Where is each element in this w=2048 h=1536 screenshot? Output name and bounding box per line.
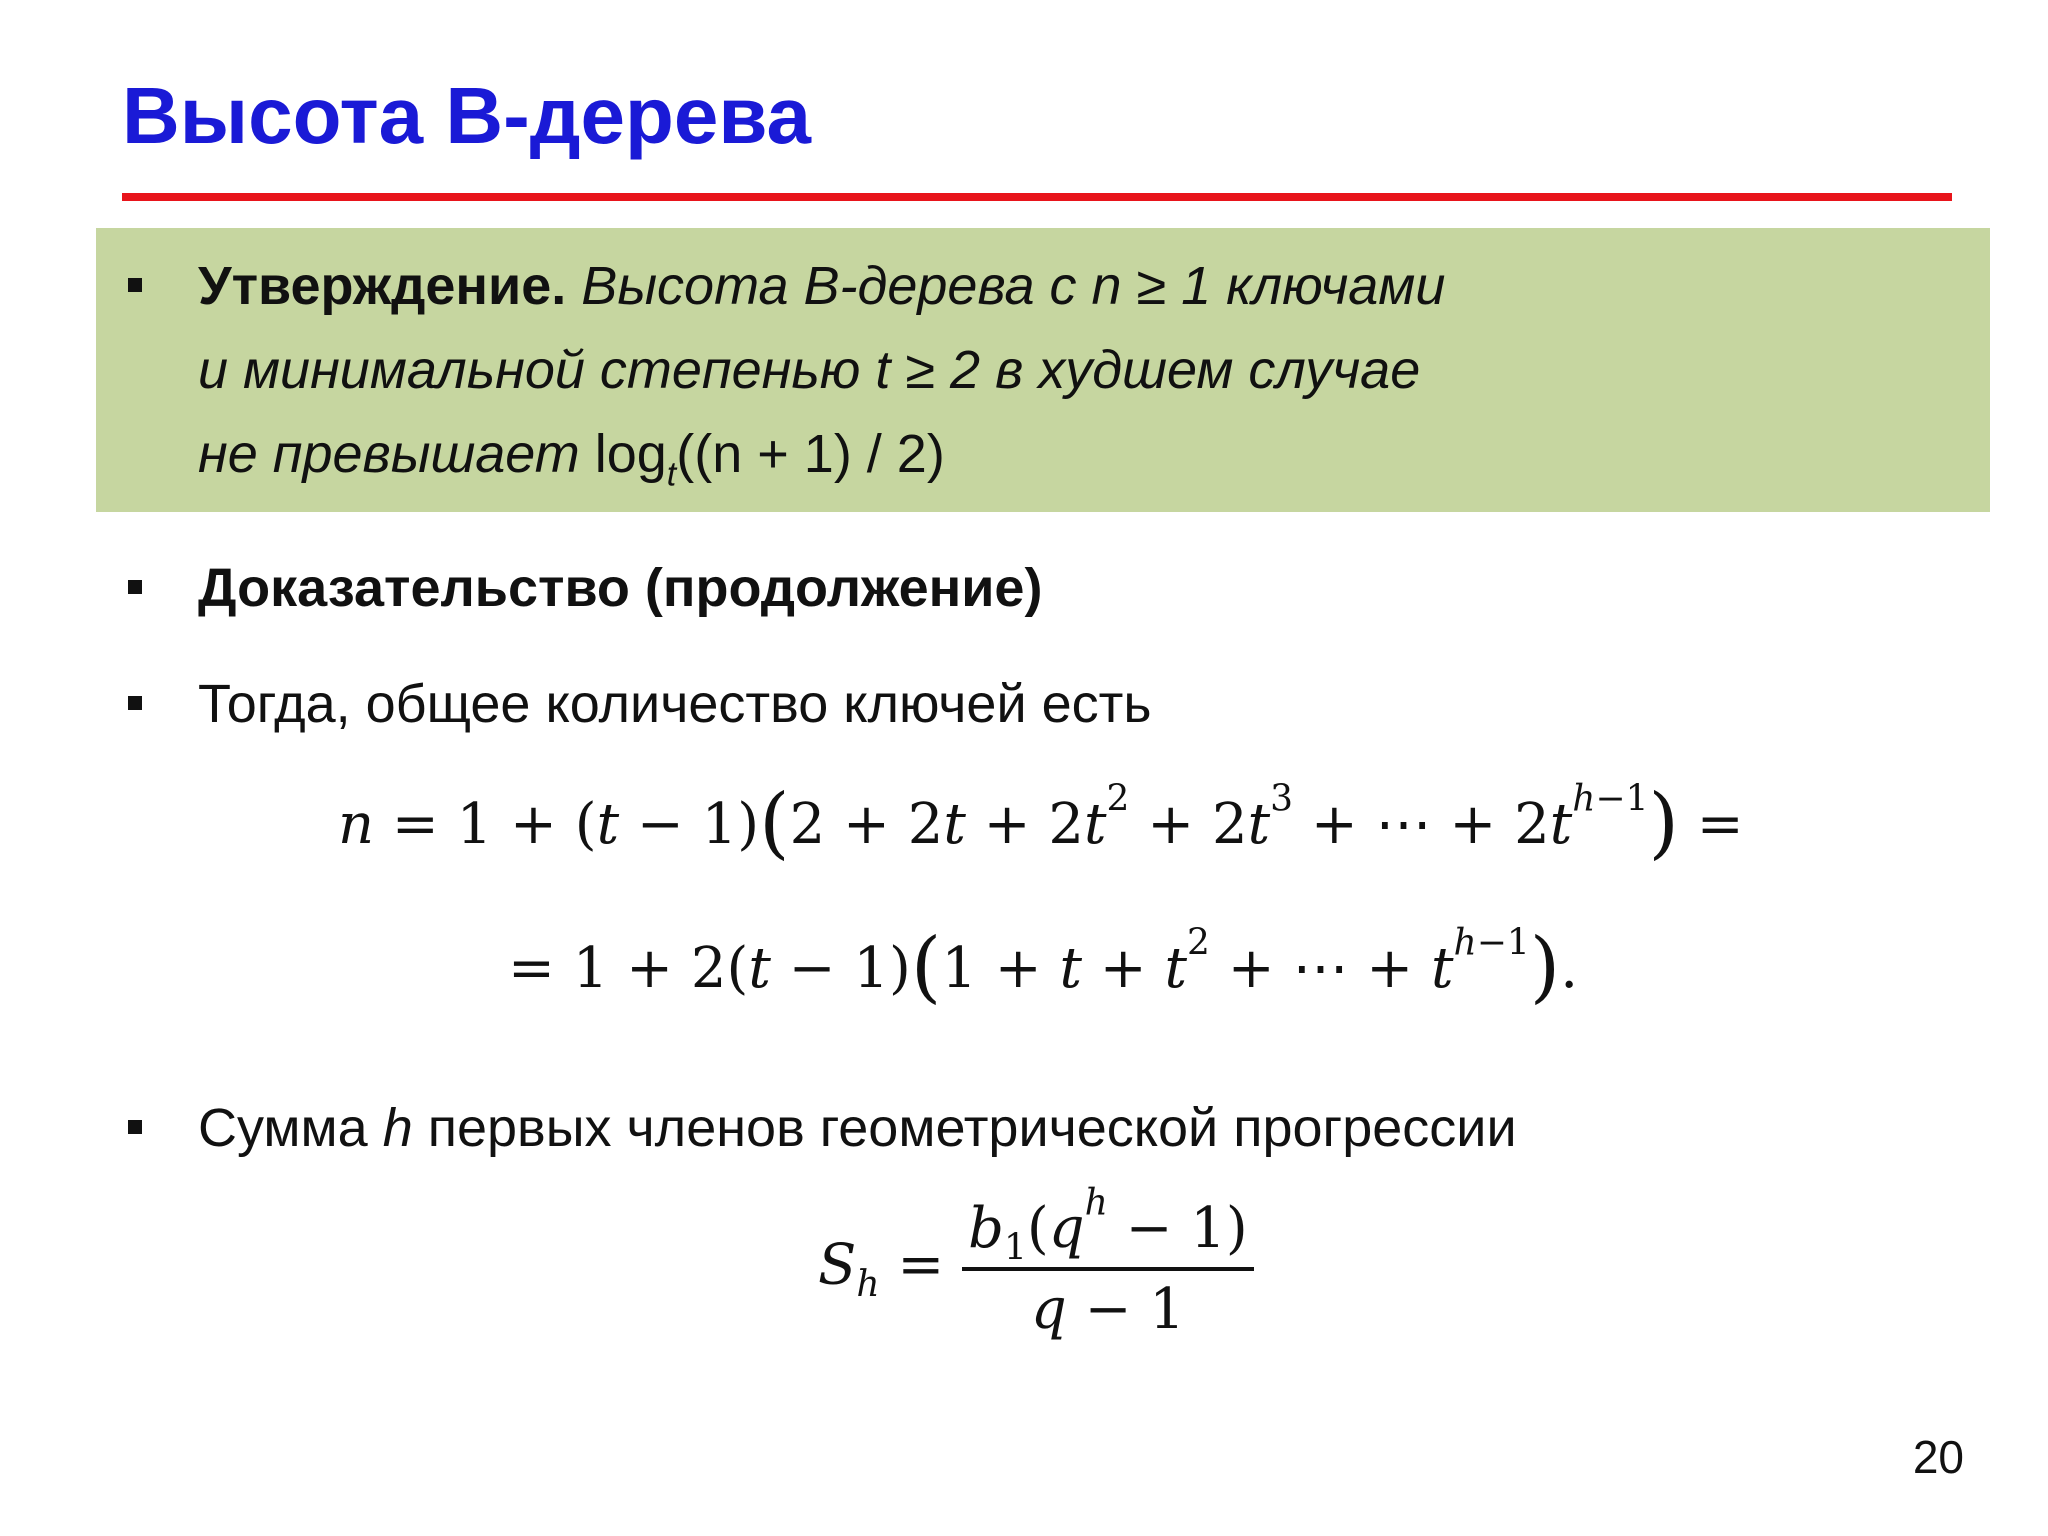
formula-geometric-sum: $S_h$ = $\frac{b_1(q^h - 1)}{q - 1}$: [818, 1196, 1254, 1342]
claim-line-1: [198, 244, 1445, 328]
claim-log-expression: [594, 424, 945, 494]
bullet-marker: [128, 580, 142, 594]
claim-line-2: и минимальной степенью t ≥ 2 в худшем случае: [198, 340, 1421, 400]
title-divider: [122, 193, 1952, 201]
sum-text-after: первых членов геометрической прогрессии: [412, 1098, 1517, 1158]
formula-total-keys-simplified: = $1 + 2(t - 1)(1 + t + t^2$ + ⋯ + $t^{h-1}$).: [508, 922, 1579, 1012]
claim-text-3: не превышает: [198, 424, 580, 484]
claim-line-3: [198, 412, 945, 496]
formula-total-keys: $n = 1 + (t - 1)(2 + 2t + 2t^2 + 2t^3$ + ⋯ + $2t^{h-1}$) =: [338, 778, 1744, 868]
log-func: log: [594, 424, 667, 484]
geometric-sum-text: [198, 1086, 1517, 1170]
proof-heading: Доказательство (продолжение): [198, 558, 1043, 618]
claim-label: Утверждение.: [198, 256, 567, 316]
bullet-marker: [128, 696, 142, 710]
sum-var: h: [382, 1098, 413, 1158]
log-arg: ((n + 1) / 2): [676, 424, 945, 484]
fraction: $\frac{b_1(q^h - 1)}{q - 1}$: [962, 1196, 1254, 1342]
slide-title: Высота B-дерева: [122, 71, 812, 160]
log-base: t: [666, 455, 677, 494]
bullet-marker: [128, 1120, 142, 1134]
claim-text-1: Высота B-дерева с n ≥ 1 ключами: [581, 256, 1446, 316]
page-number: 20: [1912, 1431, 1964, 1483]
sum-text-before: Сумма: [198, 1098, 383, 1158]
bullet-marker: [128, 278, 142, 292]
total-keys-text: Тогда, общее количество ключей есть: [198, 674, 1152, 734]
